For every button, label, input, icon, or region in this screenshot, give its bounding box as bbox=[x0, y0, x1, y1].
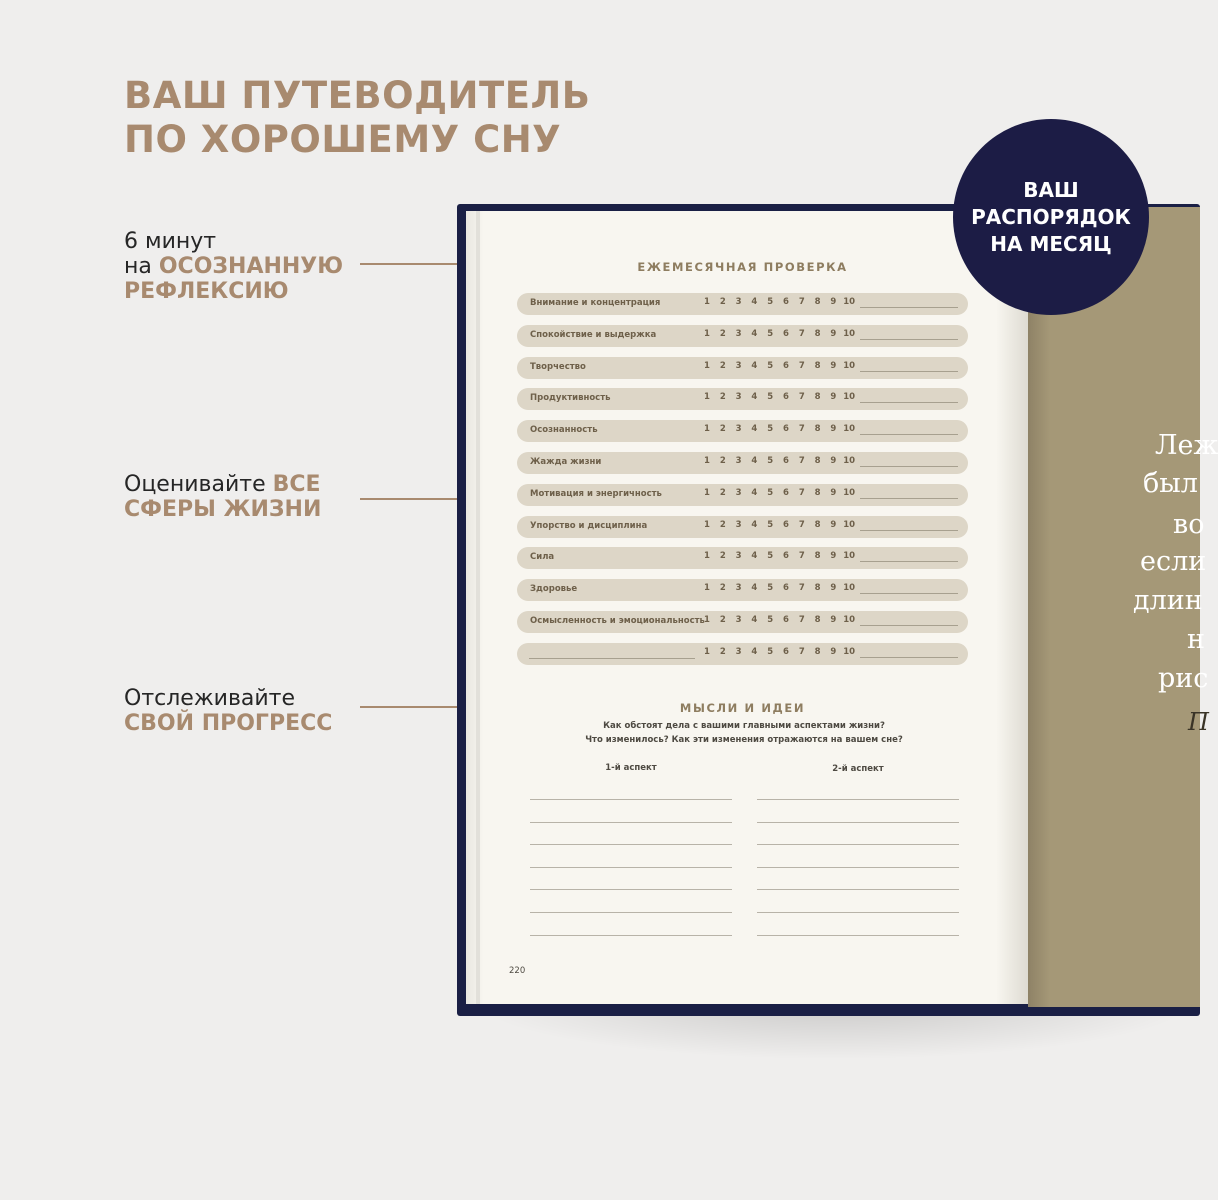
rating-scale-number[interactable]: 2 bbox=[719, 424, 726, 434]
writing-line[interactable] bbox=[757, 867, 959, 868]
badge-line-3: НА МЕСЯЦ bbox=[990, 232, 1112, 256]
rating-scale-number[interactable]: 5 bbox=[767, 424, 774, 434]
rating-row bbox=[517, 388, 968, 410]
rating-scale-number[interactable]: 9 bbox=[830, 361, 837, 371]
rating-scale-number[interactable]: 8 bbox=[814, 488, 821, 498]
writing-line[interactable] bbox=[757, 844, 959, 845]
rating-scale-number[interactable]: 5 bbox=[767, 392, 774, 402]
rating-scale-number[interactable]: 5 bbox=[767, 456, 774, 466]
rating-row-note-line[interactable] bbox=[860, 657, 958, 658]
rating-scale-number[interactable]: 2 bbox=[719, 392, 726, 402]
question-line-1: Как обстоят дела с вашими главными аспектами жизни? bbox=[603, 721, 885, 731]
thoughts-title: МЫСЛИ И ИДЕИ bbox=[679, 701, 806, 715]
rating-scale-number[interactable]: 3 bbox=[735, 488, 742, 498]
rating-scale-number[interactable]: 7 bbox=[798, 488, 805, 498]
rating-scale-number[interactable]: 4 bbox=[751, 329, 758, 339]
rating-row bbox=[517, 325, 968, 347]
rating-row-note-line[interactable] bbox=[860, 593, 958, 594]
rating-scale-number[interactable]: 8 bbox=[814, 392, 821, 402]
rating-scale-number[interactable]: 9 bbox=[830, 488, 837, 498]
rating-row-note-line[interactable] bbox=[860, 561, 958, 562]
writing-line[interactable] bbox=[757, 889, 959, 890]
writing-line[interactable] bbox=[757, 822, 959, 823]
rating-row-note-line[interactable] bbox=[860, 625, 958, 626]
headline bbox=[124, 74, 590, 162]
rating-scale-number[interactable]: 4 bbox=[751, 647, 758, 657]
rating-scale-number[interactable]: 2 bbox=[719, 583, 726, 593]
rating-scale-number[interactable]: 6 bbox=[783, 647, 789, 657]
rating-row bbox=[517, 452, 968, 474]
callout-1-line-2-highlight: ОСОЗНАННУЮ bbox=[158, 254, 344, 279]
rating-scale-number[interactable]: 5 bbox=[767, 361, 774, 371]
right-page-line-1: Леж bbox=[1155, 430, 1218, 461]
rating-scale-number[interactable]: 8 bbox=[814, 424, 821, 434]
rating-scale-number[interactable]: 4 bbox=[751, 361, 758, 371]
rating-scale-number[interactable]: 8 bbox=[814, 297, 821, 307]
badge-line-2: РАСПОРЯДОК bbox=[971, 205, 1131, 229]
writing-line[interactable] bbox=[530, 889, 732, 890]
rating-row-label: Упорство и дисциплина bbox=[530, 521, 648, 531]
aspect-2-label: 2-й аспект bbox=[832, 764, 884, 774]
writing-line[interactable] bbox=[757, 799, 959, 800]
rating-scale-number[interactable]: 2 bbox=[719, 361, 726, 371]
rating-scale-number[interactable]: 10 bbox=[843, 424, 856, 434]
callout-2-line-1 bbox=[124, 472, 321, 497]
rating-row bbox=[517, 579, 968, 601]
rating-scale-number[interactable]: 2 bbox=[719, 551, 726, 561]
rating-scale-number[interactable]: 5 bbox=[767, 583, 774, 593]
writing-line[interactable] bbox=[530, 912, 732, 913]
rating-row-label: Спокойствие и выдержка bbox=[530, 330, 657, 340]
rating-scale-number[interactable]: 9 bbox=[830, 329, 837, 339]
callout-progress bbox=[124, 686, 332, 736]
rating-scale-number[interactable]: 1 bbox=[704, 456, 710, 466]
rating-row-note-line[interactable] bbox=[860, 466, 958, 467]
writing-line[interactable] bbox=[530, 844, 732, 845]
rating-scale-number[interactable]: 2 bbox=[719, 647, 726, 657]
aspect-1-label: 1-й аспект bbox=[605, 763, 657, 773]
question-line-2: Что изменилось? Как эти изменения отражаются на вашем сне? bbox=[585, 735, 903, 745]
rating-scale-number[interactable]: 7 bbox=[798, 361, 805, 371]
rating-scale-number[interactable]: 4 bbox=[751, 583, 758, 593]
rating-scale-number[interactable]: 6 bbox=[783, 551, 789, 561]
rating-scale-number[interactable]: 4 bbox=[751, 520, 758, 530]
rating-scale-number[interactable]: 1 bbox=[704, 329, 710, 339]
rating-scale-number[interactable]: 8 bbox=[814, 456, 821, 466]
rating-scale-number[interactable]: 6 bbox=[783, 424, 789, 434]
rating-scale-number[interactable]: 10 bbox=[843, 520, 856, 530]
rating-scale-number[interactable]: 7 bbox=[798, 647, 805, 657]
rating-row bbox=[517, 293, 968, 315]
rating-scale-number[interactable]: 8 bbox=[814, 520, 821, 530]
callout-1-line-2-plain: на bbox=[124, 254, 159, 279]
badge-text bbox=[953, 177, 1149, 258]
writing-line[interactable] bbox=[757, 935, 959, 936]
rating-scale-number[interactable]: 6 bbox=[783, 361, 789, 371]
rating-scale-number[interactable]: 2 bbox=[719, 456, 726, 466]
rating-scale-number[interactable]: 7 bbox=[798, 456, 805, 466]
rating-scale-number[interactable]: 1 bbox=[704, 583, 710, 593]
writing-line[interactable] bbox=[757, 912, 959, 913]
rating-scale-number[interactable]: 6 bbox=[783, 392, 789, 402]
rating-scale-number[interactable]: 10 bbox=[843, 551, 856, 561]
rating-row-label: Внимание и концентрация bbox=[530, 298, 661, 308]
rating-scale-number[interactable]: 6 bbox=[783, 329, 789, 339]
callout-life-areas bbox=[124, 472, 321, 522]
callout-2-line-2: СФЕРЫ ЖИЗНИ bbox=[124, 497, 322, 522]
rating-row-label: Продуктивность bbox=[530, 393, 611, 403]
rating-scale-number[interactable]: 9 bbox=[830, 520, 837, 530]
rating-scale-number[interactable]: 10 bbox=[843, 583, 856, 593]
rating-scale-number[interactable]: 3 bbox=[735, 297, 742, 307]
rating-row bbox=[517, 547, 968, 569]
rating-row-note-line[interactable] bbox=[860, 434, 958, 435]
callout-2-line-1-highlight: ВСЕ bbox=[272, 472, 321, 497]
rating-scale-number[interactable]: 2 bbox=[719, 297, 726, 307]
rating-scale-number[interactable]: 8 bbox=[814, 583, 821, 593]
rating-scale-number[interactable]: 6 bbox=[783, 583, 789, 593]
rating-row-blank-label-line[interactable] bbox=[529, 658, 695, 659]
rating-scale-number[interactable]: 10 bbox=[843, 488, 856, 498]
rating-row-note-line[interactable] bbox=[860, 530, 958, 531]
book-page-edge bbox=[476, 211, 480, 1004]
rating-scale-number[interactable]: 7 bbox=[798, 329, 805, 339]
rating-scale-number[interactable]: 5 bbox=[767, 520, 774, 530]
rating-scale-number[interactable]: 9 bbox=[830, 297, 837, 307]
rating-scale-number[interactable]: 5 bbox=[767, 329, 774, 339]
rating-scale-number[interactable]: 1 bbox=[704, 647, 710, 657]
rating-scale-number[interactable]: 5 bbox=[767, 647, 774, 657]
rating-row-note-line[interactable] bbox=[860, 307, 958, 308]
writing-line[interactable] bbox=[530, 799, 732, 800]
rating-scale-number[interactable]: 10 bbox=[843, 615, 856, 625]
rating-scale-number[interactable]: 8 bbox=[814, 647, 821, 657]
rating-scale-number[interactable]: 10 bbox=[843, 361, 856, 371]
rating-scale-number[interactable]: 9 bbox=[830, 551, 837, 561]
rating-scale-number[interactable]: 4 bbox=[751, 424, 758, 434]
rating-scale-number[interactable]: 9 bbox=[830, 647, 837, 657]
rating-scale-number[interactable]: 1 bbox=[704, 424, 710, 434]
rating-scale-number[interactable]: 8 bbox=[814, 615, 821, 625]
monthly-check-title: ЕЖЕМЕСЯЧНАЯ ПРОВЕРКА bbox=[637, 260, 848, 274]
rating-scale-number[interactable]: 8 bbox=[814, 361, 821, 371]
rating-row bbox=[517, 420, 968, 442]
rating-scale-number[interactable]: 7 bbox=[798, 615, 805, 625]
writing-line[interactable] bbox=[530, 822, 732, 823]
rating-row-label: Мотивация и энергичность bbox=[530, 489, 662, 499]
rating-scale-number[interactable]: 3 bbox=[735, 456, 742, 466]
writing-line[interactable] bbox=[530, 935, 732, 936]
rating-scale-number[interactable]: 4 bbox=[751, 551, 758, 561]
rating-scale-number[interactable]: 1 bbox=[704, 361, 710, 371]
right-page-line-6: н bbox=[1187, 624, 1205, 655]
rating-scale-number[interactable]: 10 bbox=[843, 392, 856, 402]
rating-scale-number[interactable]: 1 bbox=[704, 488, 710, 498]
rating-scale-number[interactable]: 6 bbox=[783, 615, 789, 625]
callout-1-line-2 bbox=[124, 254, 343, 279]
rating-scale-number[interactable]: 4 bbox=[751, 297, 758, 307]
callout-reflection bbox=[124, 229, 343, 304]
right-page-italic-line: П bbox=[1188, 708, 1209, 736]
rating-scale-number[interactable]: 6 bbox=[783, 456, 789, 466]
rating-scale-number[interactable]: 7 bbox=[798, 392, 805, 402]
rating-scale-number[interactable]: 6 bbox=[783, 520, 789, 530]
rating-scale-number[interactable]: 6 bbox=[783, 297, 789, 307]
rating-scale-number[interactable]: 8 bbox=[814, 551, 821, 561]
rating-scale-number[interactable]: 8 bbox=[814, 329, 821, 339]
rating-scale-number[interactable]: 9 bbox=[830, 615, 837, 625]
rating-scale-number[interactable]: 6 bbox=[783, 488, 789, 498]
rating-scale-number[interactable]: 9 bbox=[830, 583, 837, 593]
rating-scale-number[interactable]: 10 bbox=[843, 456, 856, 466]
callout-3-line-1: Отслеживайте bbox=[124, 686, 296, 711]
rating-scale-number[interactable]: 3 bbox=[735, 361, 742, 371]
rating-scale-number[interactable]: 3 bbox=[735, 583, 742, 593]
headline-line-1: ВАШ ПУТЕВОДИТЕЛЬ bbox=[124, 74, 591, 117]
rating-scale-number[interactable]: 5 bbox=[767, 488, 774, 498]
rating-scale-number[interactable]: 10 bbox=[843, 329, 856, 339]
rating-scale-number[interactable]: 3 bbox=[735, 424, 742, 434]
rating-scale-number[interactable]: 7 bbox=[798, 424, 805, 434]
rating-scale-number[interactable]: 9 bbox=[830, 424, 837, 434]
rating-row bbox=[517, 516, 968, 538]
rating-scale-number[interactable]: 2 bbox=[719, 329, 726, 339]
rating-scale-number[interactable]: 9 bbox=[830, 392, 837, 402]
rating-scale-number[interactable]: 1 bbox=[704, 520, 710, 530]
rating-scale-number[interactable]: 4 bbox=[751, 456, 758, 466]
rating-scale-number[interactable]: 4 bbox=[751, 488, 758, 498]
callout-2-line-1-plain: Оценивайте bbox=[124, 472, 273, 497]
rating-scale-number[interactable]: 2 bbox=[719, 488, 726, 498]
rating-row-note-line[interactable] bbox=[860, 371, 958, 372]
right-page-line-2: был bbox=[1143, 468, 1198, 499]
rating-row bbox=[517, 643, 968, 665]
rating-scale-number[interactable]: 3 bbox=[735, 551, 742, 561]
rating-scale-number[interactable]: 4 bbox=[751, 615, 758, 625]
rating-scale-number[interactable]: 7 bbox=[798, 297, 805, 307]
rating-row-note-line[interactable] bbox=[860, 402, 958, 403]
rating-scale-number[interactable]: 5 bbox=[767, 551, 774, 561]
rating-row-note-line[interactable] bbox=[860, 339, 958, 340]
right-page-line-4: если bbox=[1140, 546, 1207, 577]
rating-scale-number[interactable]: 5 bbox=[767, 297, 774, 307]
callout-1-line-3: РЕФЛЕКСИЮ bbox=[124, 279, 289, 304]
rating-scale-number[interactable]: 2 bbox=[719, 520, 726, 530]
rating-scale-number[interactable]: 1 bbox=[704, 297, 710, 307]
rating-scale-number[interactable]: 7 bbox=[798, 520, 805, 530]
badge-line-1: ВАШ bbox=[1023, 178, 1079, 202]
right-page-line-3: во bbox=[1173, 509, 1205, 540]
rating-scale-number[interactable]: 10 bbox=[843, 647, 856, 657]
headline-line-2: ПО ХОРОШЕМУ СНУ bbox=[124, 118, 562, 161]
rating-scale-number[interactable]: 2 bbox=[719, 615, 726, 625]
callout-3-line-2: СВОЙ ПРОГРЕСС bbox=[124, 711, 333, 736]
rating-scale-number[interactable]: 5 bbox=[767, 615, 774, 625]
rating-scale-number[interactable]: 3 bbox=[735, 615, 742, 625]
rating-row-label: Осмысленность и эмоциональность bbox=[530, 616, 705, 626]
rating-row-label: Осознанность bbox=[530, 425, 598, 435]
rating-row bbox=[517, 484, 968, 506]
rating-scale-number[interactable]: 1 bbox=[704, 392, 710, 402]
right-page-line-7: рис bbox=[1158, 663, 1209, 694]
rating-row-label: Сила bbox=[530, 552, 555, 562]
rating-row bbox=[517, 357, 968, 379]
monthly-routine-badge bbox=[953, 119, 1149, 315]
rating-row bbox=[517, 611, 968, 633]
rating-row-label: Творчество bbox=[530, 362, 586, 372]
rating-scale-number[interactable]: 10 bbox=[843, 297, 856, 307]
right-page-line-5: длин bbox=[1133, 585, 1203, 616]
callout-1-line-1: 6 минут bbox=[124, 229, 217, 254]
rating-row-note-line[interactable] bbox=[860, 498, 958, 499]
rating-row-label: Жажда жизни bbox=[530, 457, 602, 467]
rating-scale-number[interactable]: 9 bbox=[830, 456, 837, 466]
rating-row-label: Здоровье bbox=[530, 584, 578, 594]
writing-line[interactable] bbox=[530, 867, 732, 868]
rating-scale-number[interactable]: 4 bbox=[751, 392, 758, 402]
rating-scale-number[interactable]: 3 bbox=[735, 520, 742, 530]
rating-scale-number[interactable]: 3 bbox=[735, 329, 742, 339]
rating-scale-number[interactable]: 3 bbox=[735, 647, 742, 657]
page-number: 220 bbox=[509, 966, 526, 976]
rating-scale-number[interactable]: 1 bbox=[704, 615, 710, 625]
rating-scale-number[interactable]: 3 bbox=[735, 392, 742, 402]
rating-scale-number[interactable]: 7 bbox=[798, 583, 805, 593]
rating-scale-number[interactable]: 1 bbox=[704, 551, 710, 561]
rating-scale-number[interactable]: 7 bbox=[798, 551, 805, 561]
